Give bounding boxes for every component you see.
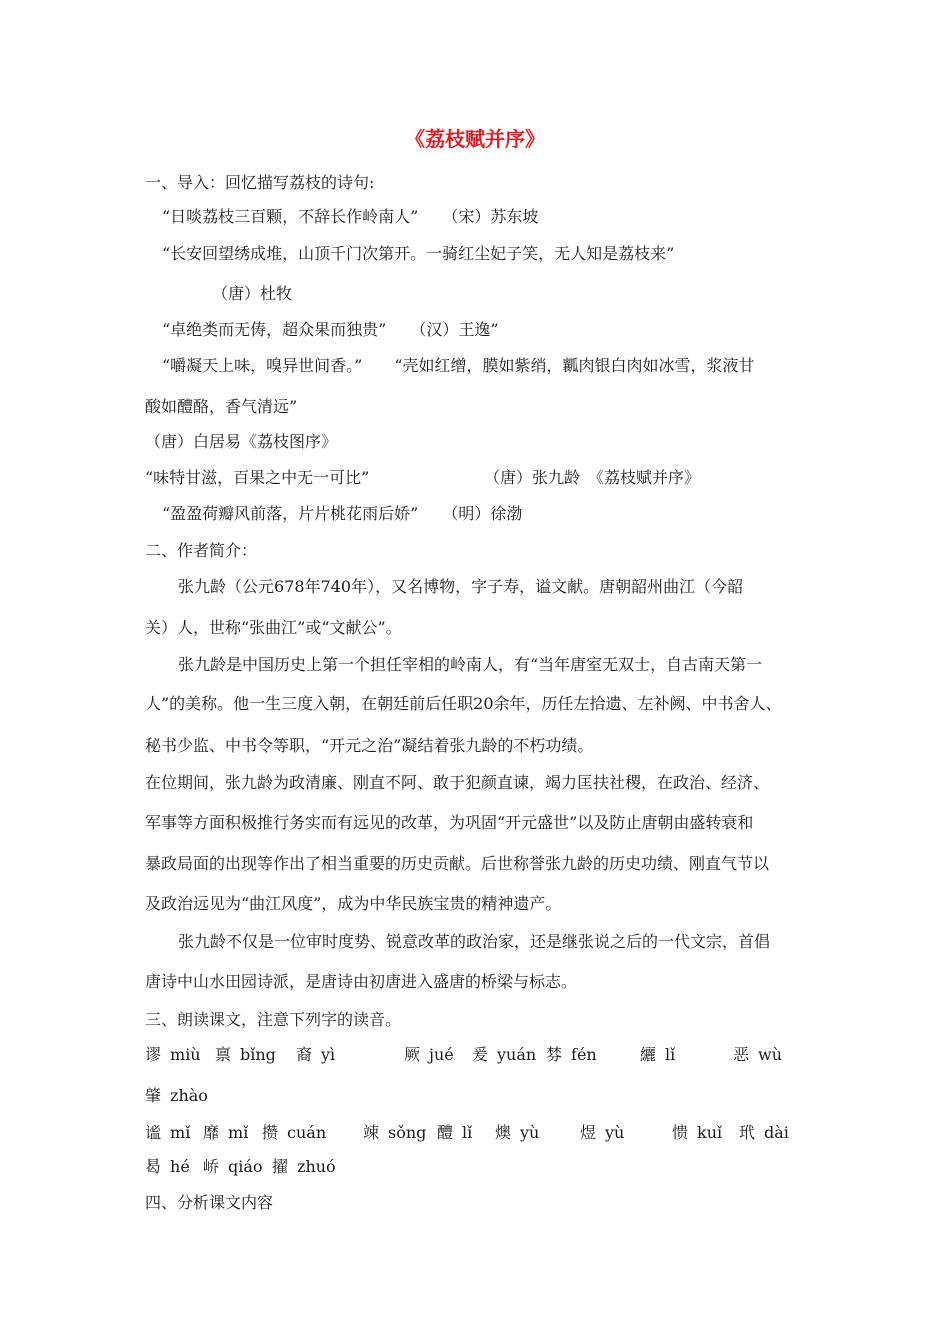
pronunciation-item: 曷 hé xyxy=(145,1157,190,1176)
paragraph-line: 张九龄不仅是一位审时度势、锐意改革的政治家，还是继张说之后的一代文宗，首倡 xyxy=(178,932,771,951)
poem-line: “嚼凝天上味，嗅异世间香。” “壳如红缯，膜如紫绡，瓤肉银白肉如冰雪，浆液甘 xyxy=(162,356,755,375)
paragraph-line: 张九龄（公元678年740年），又名博物，字子寿，谥文献。唐朝韶州曲江（今韶 xyxy=(178,577,744,596)
section-1-heading: 一、导入：回忆描写荔枝的诗句: xyxy=(145,173,375,192)
pronunciation-item: 峤 qiáo xyxy=(203,1157,263,1176)
pronunciation-item: 禀 bǐng xyxy=(215,1045,276,1064)
pronunciation-item: 玳 dài xyxy=(739,1123,789,1142)
paragraph-line: 唐诗中山水田园诗派，是唐诗由初唐进入盛唐的桥梁与标志。 xyxy=(145,972,578,991)
pronunciation-item: 棼 fén xyxy=(546,1045,597,1064)
poem-line: “长安回望绣成堆，山顶千门次第开。一骑红尘妃子笑，无人知是荔枝来” xyxy=(162,244,675,263)
poem-attribution: （唐）张九龄 《荔枝赋并序》 xyxy=(484,468,701,487)
pronunciation-item: 靡 mǐ xyxy=(203,1123,249,1142)
pronunciation-item: 擢 zhuó xyxy=(272,1157,336,1176)
paragraph-line: 张九龄是中国历史上第一个担任宰相的岭南人，有“当年唐室无双士，自古南天第一 xyxy=(178,655,763,674)
pronunciation-item: 谧 mǐ xyxy=(145,1123,191,1142)
pronunciation-item: 醴 lǐ xyxy=(437,1123,473,1142)
document-title: 《荔枝赋并序》 xyxy=(405,127,545,151)
section-3-heading: 三、朗读课文，注意下列字的读音。 xyxy=(145,1010,402,1029)
section-4-heading: 四、分析课文内容 xyxy=(145,1193,274,1212)
paragraph-line: 及政治远见为“曲江风度”，成为中华民族宝贵的精神遗产。 xyxy=(145,894,562,913)
poem-line: “味特甘滋，百果之中无一可比” xyxy=(145,468,370,487)
pronunciation-item: 肇 zhào xyxy=(145,1086,208,1105)
pronunciation-item: 愦 kuǐ xyxy=(672,1123,723,1142)
pronunciation-item: 恶 wù xyxy=(733,1045,783,1064)
pronunciation-item: 爰 yuán xyxy=(472,1045,537,1064)
paragraph-line: 军事等方面积极推行务实而有远见的改革，为巩固“开元盛世”以及防止唐朝由盛转衰和 xyxy=(145,813,754,832)
pronunciation-item: 燠 yù xyxy=(495,1123,540,1142)
pronunciation-item: 谬 miù xyxy=(145,1045,201,1064)
paragraph-line: 秘书少监、中书令等职，“开元之治”凝结着张九龄的不朽功绩。 xyxy=(145,736,594,755)
pronunciation-item: 竦 sǒng xyxy=(363,1123,427,1142)
poem-line: “日啖荔枝三百颗，不辞长作岭南人” （宋）苏东坡 xyxy=(162,207,539,226)
poem-line: “盈盈荷瓣风前落，片片桃花雨后娇” （明）徐渤 xyxy=(162,504,523,523)
pronunciation-item: 厥 jué xyxy=(404,1045,454,1064)
pronunciation-item: 煜 yù xyxy=(580,1123,625,1142)
poem-line: 酸如醴酪，香气清远” xyxy=(145,397,298,416)
poem-attribution: （唐）杜牧 xyxy=(212,284,293,303)
paragraph-line: 人”的美称。他一生三度入朝，在朝廷前后任职20余年，历任左拾遗、左补阙、中书舍人、 xyxy=(145,694,782,713)
paragraph-line: 在位期间，张九龄为政清廉、刚直不阿、敢于犯颜直谏，竭力匡扶社稷，在政治、经济、 xyxy=(145,773,770,792)
pronunciation-item: 裔 yì xyxy=(296,1045,336,1064)
pronunciation-item: 纚 lǐ xyxy=(640,1045,676,1064)
paragraph-line: 关）人，世称“张曲江”或“文献公”。 xyxy=(145,618,402,637)
poem-line: “卓绝类而无俦，超众果而独贵” （汉）王逸” xyxy=(162,320,499,339)
section-2-heading: 二、作者简介： xyxy=(145,541,258,560)
paragraph-line: 暴政局面的出现等作出了相当重要的历史贡献。后世称誉张九龄的历史功绩、刚直气节以 xyxy=(145,854,770,873)
poem-attribution: （唐）白居易《荔枝图序》 xyxy=(145,432,338,451)
pronunciation-item: 攒 cuán xyxy=(262,1123,327,1142)
